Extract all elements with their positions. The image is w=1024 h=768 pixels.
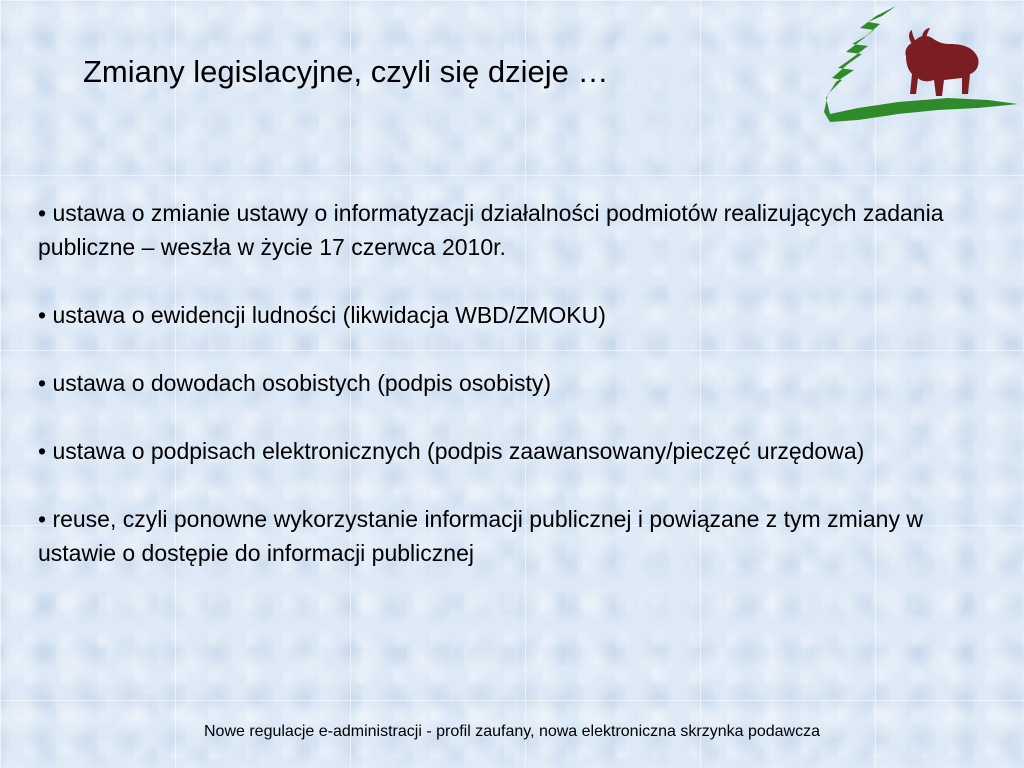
- slide-footer: [0, 720, 1024, 744]
- bullet-item: • ustawa o dowodach osobistych (podpis osobisty): [38, 370, 552, 396]
- bullet-item: • reuse, czyli ponowne wykorzystanie informacji publicznej i powiązane z tym zmiany w ustawie o dostępie do informacji publicznej: [38, 506, 923, 566]
- slide-title: Zmiany legislacyjne, czyli się dzieje …: [83, 54, 609, 89]
- bullet-list: [38, 196, 988, 570]
- bullet-item: • ustawa o zmianie ustawy o informatyzacji działalności podmiotów realizujących zadania publiczne – weszła w życie 17 czerwca 2010r.: [38, 200, 944, 260]
- bullet-item: • ustawa o podpisach elektronicznych (podpis zaawansowany/pieczęć urzędowa): [38, 438, 865, 464]
- footer-text: Nowe regulacje e-administracji - profil zaufany, nowa elektroniczna skrzynka podawcza: [204, 723, 820, 740]
- bullet-item: • ustawa o ewidencji ludności (likwidacja WBD/ZMOKU): [38, 302, 606, 328]
- bison-logo-icon: [818, 2, 1022, 124]
